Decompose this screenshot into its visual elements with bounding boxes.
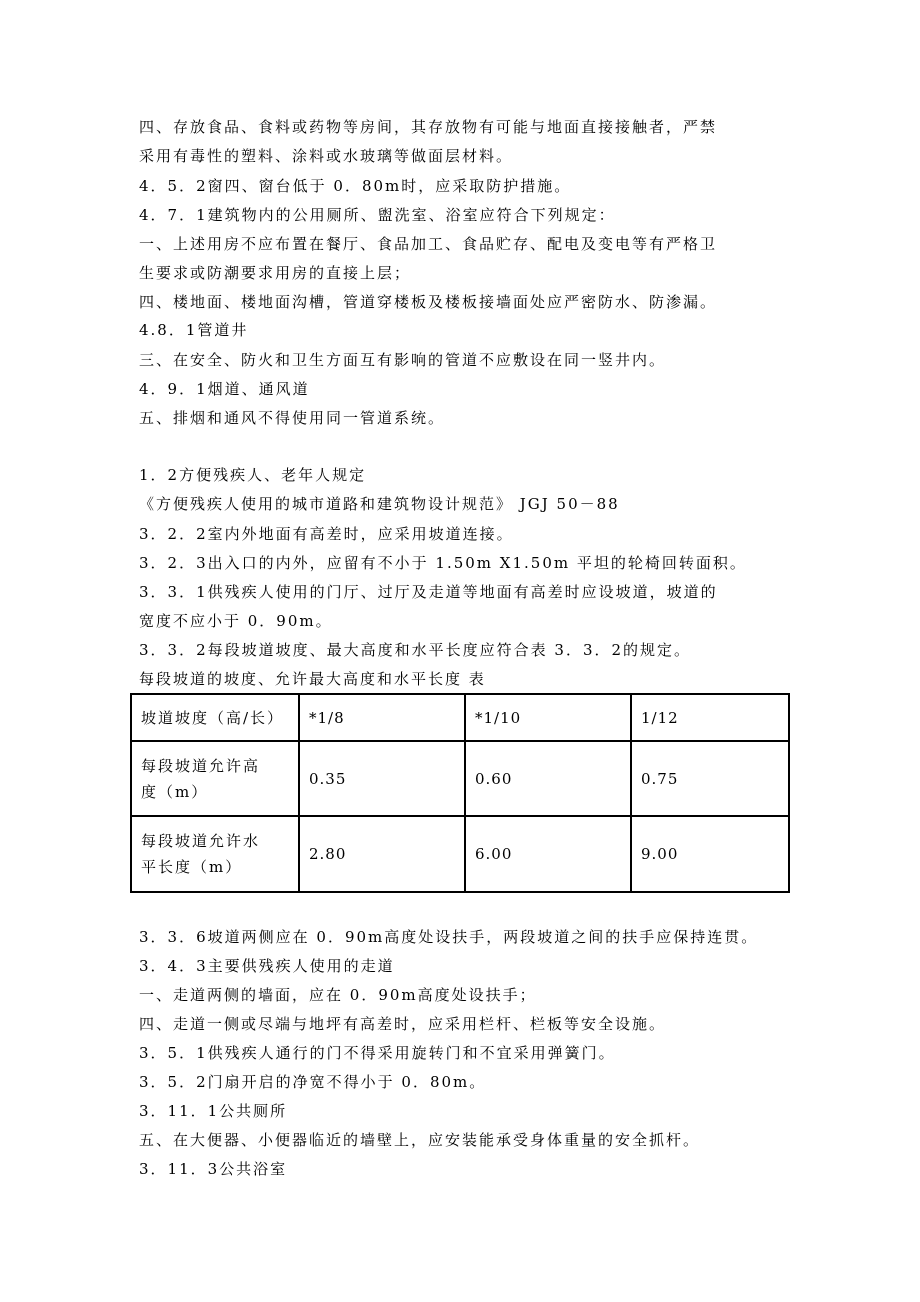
table-row xyxy=(131,694,789,741)
table-row-header-line: 度（m） xyxy=(141,782,209,801)
text-line: 3．2．3出入口的内外，应留有不小于 1.50m X1.50m 平坦的轮椅回转面积。 xyxy=(139,554,747,572)
text-line: 《方便残疾人使用的城市道路和建筑物设计规范》 JGJ 50－88 xyxy=(139,495,620,513)
text-line: 四、楼地面、楼地面沟槽，管道穿楼板及楼板接墙面处应严密防水、防渗漏。 xyxy=(139,293,718,311)
text-line: 五、排烟和通风不得使用同一管道系统。 xyxy=(139,409,446,427)
table-cell: 9.00 xyxy=(631,816,789,892)
ramp-slope-table xyxy=(130,693,790,893)
table-cell: 6.00 xyxy=(465,816,631,892)
table-row-header-line: 每段坡道允许高 xyxy=(141,756,261,775)
table-row-header xyxy=(131,741,299,816)
text-line: 3．5．1供残疾人通行的门不得采用旋转门和不宜采用弹簧门。 xyxy=(139,1044,616,1062)
text-line: 4．7．1建筑物内的公用厕所、盥洗室、浴室应符合下列规定： xyxy=(139,206,616,224)
text-line: 宽度不应小于 0．90m。 xyxy=(139,612,333,630)
text-line: 3．11．1公共厕所 xyxy=(139,1102,288,1120)
text-line: 3．2．2室内外地面有高差时，应采用坡道连接。 xyxy=(139,525,514,543)
table-row-header-line: 每段坡道允许水 xyxy=(141,832,261,850)
table-row-header: 坡道坡度（高/长） xyxy=(131,694,299,741)
table-cell: *1/10 xyxy=(465,694,631,741)
text-line: 五、在大便器、小便器临近的墙壁上，应安装能承受身体重量的安全抓杆。 xyxy=(139,1131,701,1149)
table-cell: 1/12 xyxy=(631,694,789,741)
text-line: 3．3．6坡道两侧应在 0．90m高度处设扶手，两段坡道之间的扶手应保持连贯。 xyxy=(139,928,759,946)
text-line: 3．3．2每段坡道坡度、最大高度和水平长度应符合表 3．3．2的规定。 xyxy=(139,641,692,659)
text-line: 4.8．1管道井 xyxy=(139,321,249,339)
table-caption: 每段坡道的坡度、允许最大高度和水平长度 表 xyxy=(139,670,486,688)
table-row-header xyxy=(131,816,299,892)
text-line: 一、走道两侧的墙面，应在 0．90m高度处设扶手； xyxy=(139,986,537,1004)
text-line: 4．5．2窗四、窗台低于 0．80m时，应采取防护措施。 xyxy=(139,177,572,195)
table-row xyxy=(131,816,789,892)
text-line: 四、走道一侧或尽端与地坪有高差时，应采用栏杆、栏板等安全设施。 xyxy=(139,1015,667,1033)
text-line: 一、上述用房不应布置在餐厅、食品加工、食品贮存、配电及变电等有严格卫 xyxy=(139,235,718,253)
text-line: 四、存放食品、食料或药物等房间，其存放物有可能与地面直接接触者，严禁 xyxy=(139,118,718,136)
text-line: 1．2方便残疾人、老年人规定 xyxy=(139,466,367,484)
table-cell: 0.75 xyxy=(631,741,789,816)
table-cell: 2.80 xyxy=(299,816,465,892)
text-line: 4．9．1烟道、通风道 xyxy=(139,380,310,398)
text-line: 3．11．3公共浴室 xyxy=(139,1160,288,1178)
table-cell: *1/8 xyxy=(299,694,465,741)
text-line: 三、在安全、防火和卫生方面互有影响的管道不应敷设在同一竖井内。 xyxy=(139,351,667,369)
text-line: 3．5．2门扇开启的净宽不得小于 0．80m。 xyxy=(139,1073,487,1091)
text-line: 采用有毒性的塑料、涂料或水玻璃等做面层材料。 xyxy=(139,147,514,165)
text-line: 3．4．3主要供残疾人使用的走道 xyxy=(139,957,395,975)
table-cell: 0.60 xyxy=(465,741,631,816)
table-row xyxy=(131,741,789,816)
text-line: 生要求或防潮要求用房的直接上层； xyxy=(139,264,412,282)
text-line: 3．3．1供残疾人使用的门厅、过厅及走道等地面有高差时应设坡道，坡道的 xyxy=(139,583,718,601)
table-cell: 0.35 xyxy=(299,741,465,816)
table-row-header-line: 平长度（m） xyxy=(141,858,243,876)
